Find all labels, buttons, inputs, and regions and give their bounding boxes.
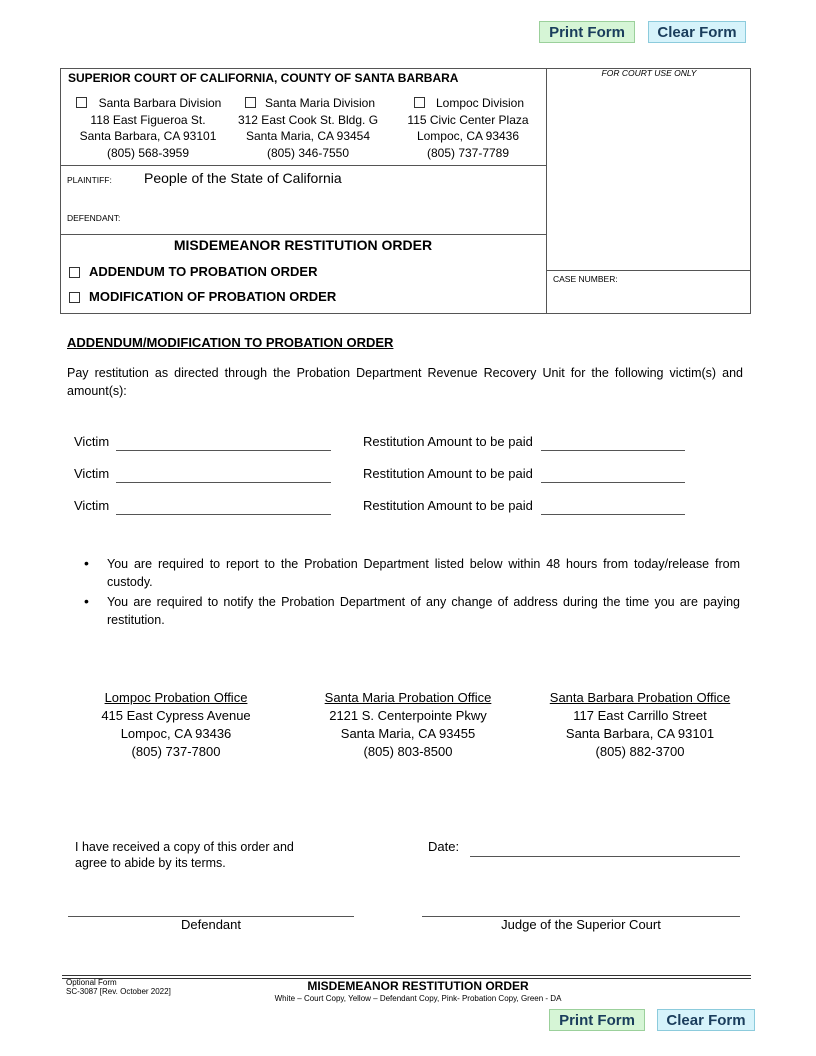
defendant-field[interactable] — [130, 206, 530, 226]
amount-label: Restitution Amount to be paid — [363, 466, 533, 481]
victim-label: Victim — [74, 466, 110, 481]
footer-optional: Optional Form — [66, 978, 117, 987]
judge-signature-label: Judge of the Superior Court — [501, 917, 661, 932]
bullet-item: You are required to notify the Probation Department of any change of address during the time you are paying restitution. — [107, 595, 740, 627]
division-santa-maria: Santa Maria Division 312 East Cook St. Bldg. G Santa Maria, CA 93454 (805) 346-7550 — [237, 96, 379, 160]
division-lompoc: Lompoc Division 115 Civic Center Plaza Lompoc, CA 93436 (805) 737-7789 — [407, 96, 529, 160]
print-form-button[interactable]: Print Form — [539, 21, 635, 43]
intro-text: Pay restitution as directed through the Probation Department Revenue Recovery Unit for the following victim(s) and amount(s): — [67, 366, 743, 398]
section-title: ADDENDUM/MODIFICATION TO PROBATION ORDER — [67, 335, 394, 350]
bullet-icon: • — [84, 555, 89, 571]
modification-checkbox[interactable] — [69, 292, 80, 303]
victim-label: Victim — [74, 434, 110, 449]
footer-copies: White – Court Copy, Yellow – Defendant Copy, Pink- Probation Copy, Green - DA — [274, 994, 562, 1003]
victim-input[interactable] — [116, 450, 331, 451]
office-lompoc: Lompoc Probation Office 415 East Cypress Avenue Lompoc, CA 93436 (805) 737-7800 — [101, 690, 251, 759]
defendant-signature-label: Defendant — [181, 917, 241, 932]
victim-input[interactable] — [116, 482, 331, 483]
division-santa-barbara: Santa Barbara Division 118 East Figueroa St. Santa Barbara, CA 93101 (805) 568-3959 — [79, 96, 222, 160]
court-title: SUPERIOR COURT OF CALIFORNIA, COUNTY OF SANTA BARBARA — [68, 71, 459, 85]
acknowledgement-text: I have received a copy of this order and agree to abide by its terms. — [75, 840, 294, 870]
office-santa-barbara: Santa Barbara Probation Office 117 East Carrillo Street Santa Barbara, CA 93101 (805) 882-3700 — [549, 690, 731, 759]
bullet-item: You are required to report to the Probation Department listed below within 48 hours from today/release from custody. — [107, 557, 740, 589]
clear-form-button[interactable]: Clear Form — [648, 21, 746, 43]
footer-rule — [62, 975, 751, 976]
amount-input[interactable] — [541, 514, 685, 515]
date-label: Date: — [428, 839, 460, 854]
clear-form-button[interactable]: Clear Form — [657, 1009, 755, 1031]
footer-title: MISDEMEANOR RESTITUTION ORDER — [307, 979, 529, 993]
case-number-label: CASE NUMBER: — [553, 274, 618, 284]
plaintiff-field[interactable]: People of the State of California — [144, 170, 342, 186]
amount-label: Restitution Amount to be paid — [363, 434, 533, 449]
footer-form-id: SC-3087 [Rev. October 2022] — [66, 987, 171, 996]
office-santa-maria: Santa Maria Probation Office 2121 S. Centerpointe Pkwy Santa Maria, CA 93455 (805) 803-8500 — [324, 690, 492, 759]
amount-label: Restitution Amount to be paid — [363, 498, 533, 513]
amount-input[interactable] — [541, 450, 685, 451]
modification-label: MODIFICATION OF PROBATION ORDER — [89, 289, 337, 304]
defendant-label: DEFENDANT: — [67, 213, 121, 223]
order-title: MISDEMEANOR RESTITUTION ORDER — [173, 237, 433, 253]
court-use-label: FOR COURT USE ONLY — [601, 68, 697, 78]
victim-label: Victim — [74, 498, 110, 513]
amount-input[interactable] — [541, 482, 685, 483]
plaintiff-label: PLAINTIFF: — [67, 175, 112, 185]
bullet-icon: • — [84, 593, 89, 609]
addendum-checkbox[interactable] — [69, 267, 80, 278]
date-input[interactable] — [470, 856, 740, 857]
addendum-label: ADDENDUM TO PROBATION ORDER — [89, 264, 318, 279]
caption-divider — [546, 68, 547, 314]
print-form-button[interactable]: Print Form — [549, 1009, 645, 1031]
victim-input[interactable] — [116, 514, 331, 515]
